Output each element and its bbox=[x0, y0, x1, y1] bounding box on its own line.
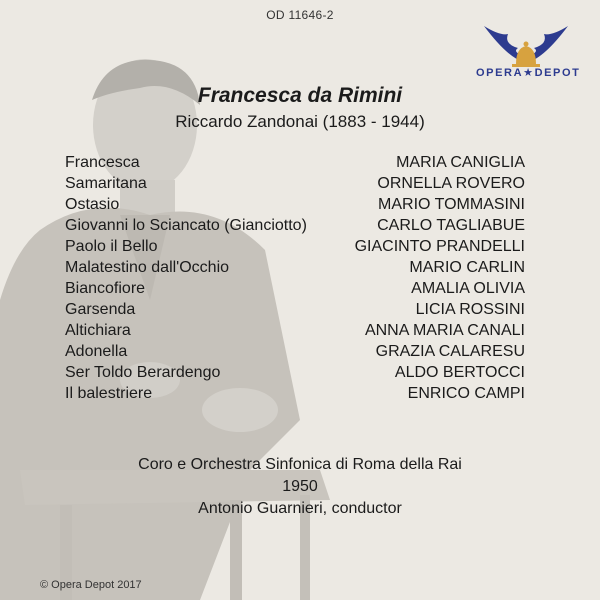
cast-row bbox=[65, 341, 525, 362]
opera-depot-logo-icon bbox=[476, 18, 581, 90]
singer-name: MARIO CARLIN bbox=[409, 259, 525, 276]
cast-list bbox=[65, 152, 525, 404]
role-name: Biancofiore bbox=[65, 280, 146, 297]
role-name: Ser Toldo Berardengo bbox=[65, 364, 221, 381]
cast-row bbox=[65, 257, 525, 278]
role-name: Francesca bbox=[65, 154, 140, 171]
ensemble-name: Coro e Orchestra Sinfonica di Roma della Rai bbox=[138, 456, 462, 473]
role-name: Garsenda bbox=[65, 301, 136, 318]
cast-row bbox=[65, 362, 525, 383]
logo-text: OPERA★DEPOT bbox=[476, 67, 581, 79]
singer-name: ALDO BERTOCCI bbox=[394, 364, 525, 381]
singer-name: ORNELLA ROVERO bbox=[377, 175, 525, 192]
cast-row bbox=[65, 320, 525, 341]
role-name: Adonella bbox=[65, 343, 128, 360]
singer-name: ENRICO CAMPI bbox=[407, 385, 525, 402]
cast-row bbox=[65, 194, 525, 215]
role-name: Il balestriere bbox=[65, 385, 153, 402]
cast-row bbox=[65, 215, 525, 236]
cast-row bbox=[65, 236, 525, 257]
performance-credits bbox=[0, 454, 600, 520]
singer-name: GRAZIA CALARESU bbox=[375, 343, 525, 360]
role-name: Giovanni lo Sciancato (Gianciotto) bbox=[65, 217, 307, 234]
cast-row bbox=[65, 278, 525, 299]
composer-line: Riccardo Zandonai (1883 - 1944) bbox=[175, 112, 425, 131]
recording-year: 1950 bbox=[282, 478, 318, 495]
singer-name: LICIA ROSSINI bbox=[415, 301, 525, 318]
singer-name: CARLO TAGLIABUE bbox=[377, 217, 525, 234]
opera-title: Francesca da Rimini bbox=[197, 84, 403, 107]
cast-row bbox=[65, 383, 525, 404]
cast-row bbox=[65, 152, 525, 173]
singer-name: AMALIA OLIVIA bbox=[411, 280, 525, 297]
role-name: Malatestino dall'Occhio bbox=[65, 259, 230, 276]
cast-row bbox=[65, 299, 525, 320]
singer-name: MARIA CANIGLIA bbox=[396, 154, 525, 171]
role-name: Paolo il Bello bbox=[65, 238, 158, 255]
conductor-credit: Antonio Guarnieri, conductor bbox=[198, 500, 402, 517]
copyright-notice: © Opera Depot 2017 bbox=[40, 579, 142, 591]
singer-name: GIACINTO PRANDELLI bbox=[354, 238, 525, 255]
cast-row bbox=[65, 173, 525, 194]
role-name: Samaritana bbox=[65, 175, 147, 192]
role-name: Altichiara bbox=[65, 322, 131, 339]
catalog-number: OD 11646-2 bbox=[266, 8, 334, 22]
singer-name: ANNA MARIA CANALI bbox=[364, 322, 525, 339]
role-name: Ostasio bbox=[65, 196, 120, 213]
singer-name: MARIO TOMMASINI bbox=[378, 196, 525, 213]
